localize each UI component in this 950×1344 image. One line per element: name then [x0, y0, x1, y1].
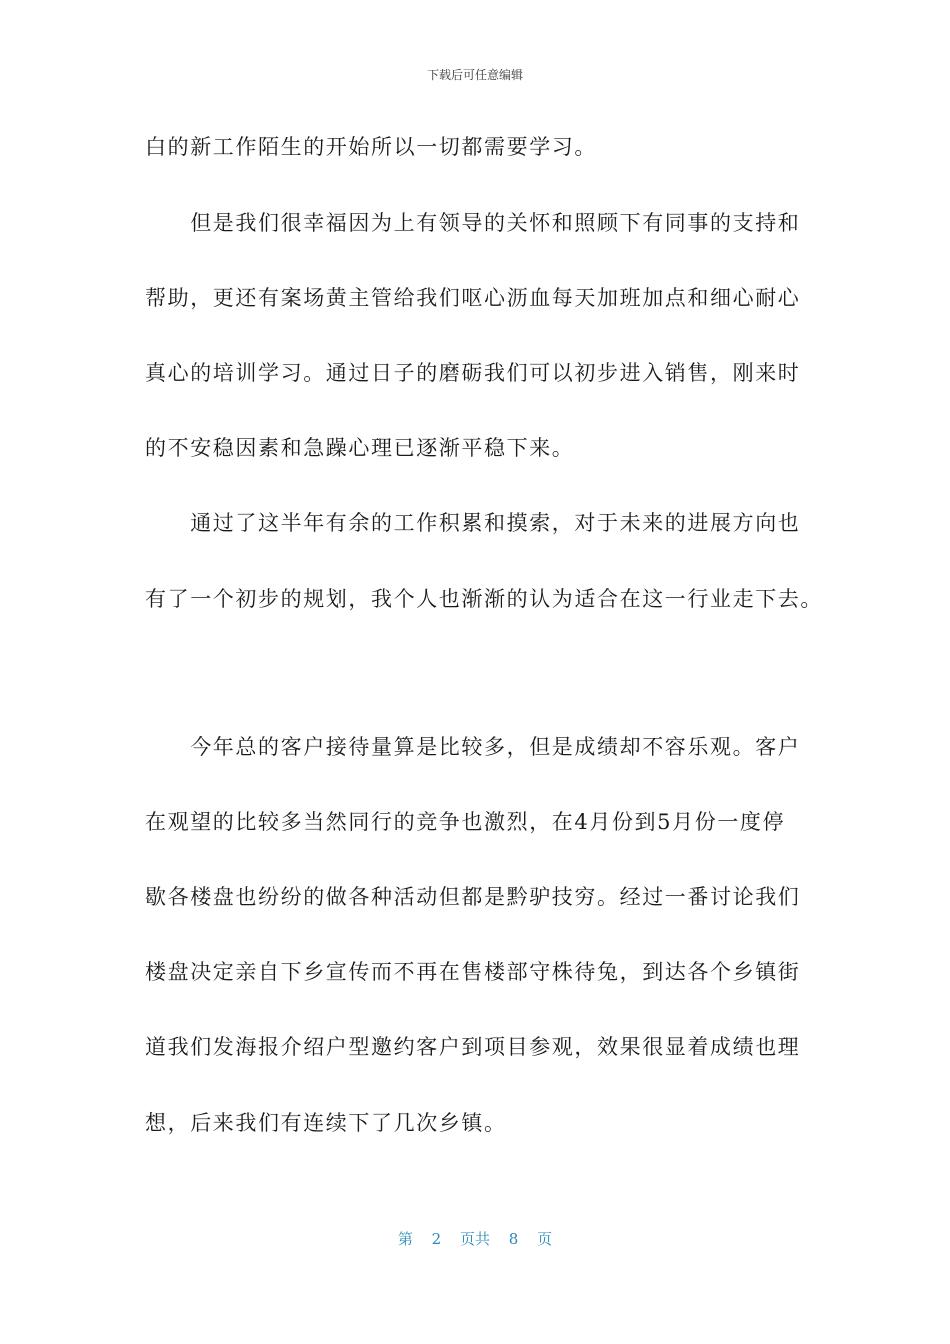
body-line-9: 在观望的比较多当然同行的竞争也激烈，在4月份到5月份一度停 [145, 810, 786, 834]
page-header: 下载后可任意编辑 [426, 68, 523, 82]
footer-middle: 页共 [459, 1230, 490, 1248]
body-line-5: 的不安稳因素和急躁心理已逐渐平稳下来。 [145, 436, 575, 460]
body-line-2: 但是我们很幸福因为上有领导的关怀和照顾下有同事的支持和 [145, 211, 801, 235]
body-line-12: 道我们发海报介绍户型邀约客户到项目参观，效果很显着成绩也理 [145, 1035, 801, 1059]
footer-prefix: 第 [397, 1230, 413, 1248]
body-line-4: 真心的培训学习。通过日子的磨砺我们可以初步进入销售，刚来时 [145, 361, 801, 385]
body-line-1: 白的新工作陌生的开始所以一切都需要学习。 [145, 135, 597, 159]
body-line-11: 楼盘决定亲自下乡宣传而不再在售楼部守株待兔，到达各个乡镇街 [145, 960, 801, 984]
body-line-13: 想，后来我们有连续下了几次乡镇。 [145, 1111, 507, 1135]
footer-page-number: 2 [431, 1230, 442, 1248]
footer-suffix: 页 [537, 1230, 553, 1248]
body-line-3: 帮助，更还有案场黄主管给我们呕心沥血每天加班加点和细心耐心 [145, 286, 801, 310]
body-line-10: 歇各楼盘也纷纷的做各种活动但都是黔驴技穷。经过一番讨论我们 [145, 885, 801, 909]
body-line-7: 有了一个初步的规划，我个人也渐渐的认为适合在这一行业走下去。 [145, 587, 823, 611]
footer-total-pages: 8 [508, 1230, 519, 1248]
body-line-6: 通过了这半年有余的工作积累和摸索，对于未来的进展方向也 [145, 511, 801, 535]
page-footer [0, 1228, 950, 1249]
body-line-8: 今年总的客户接待量算是比较多，但是成绩却不容乐观。客户 [145, 735, 801, 759]
